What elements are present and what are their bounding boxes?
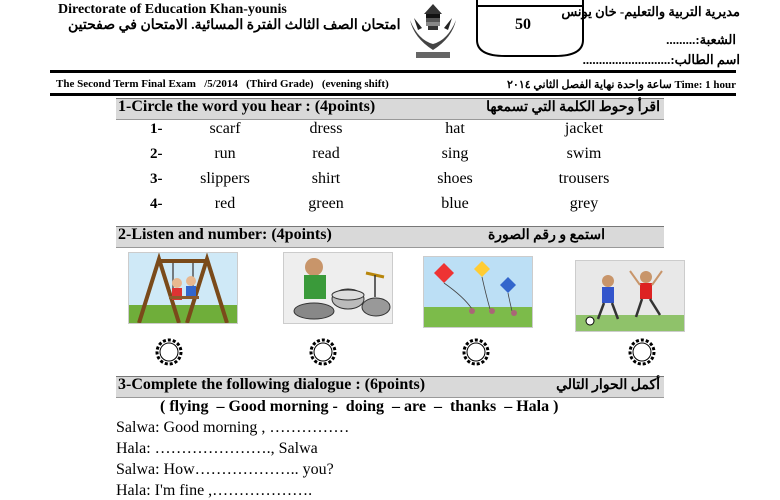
q1-word[interactable]: scarf [209, 120, 241, 137]
q1-word[interactable]: shoes [437, 170, 473, 187]
q1-row-num: 2- [150, 146, 163, 162]
dialogue-line-3[interactable]: Salwa: How……………….. you? [116, 461, 334, 478]
q1-title-ar: اقرأ وحوط الكلمة التي تسمعها [486, 100, 660, 115]
exam-info-row [56, 78, 736, 90]
answer-circle-4[interactable] [625, 335, 659, 369]
q1-row-num: 1- [150, 121, 163, 137]
info-divider [50, 93, 736, 96]
q1-word[interactable]: read [312, 145, 340, 162]
picture-children-on-swing [128, 252, 238, 324]
directorate-title-ar: مديرية التربية والتعليم- خان يونس [561, 4, 740, 19]
answer-circle-3[interactable] [459, 335, 493, 369]
exam-title-ar: امتحان الصف الثالث الفترة المسائية. الامتحان في صفحتين [68, 18, 401, 33]
q3-title: 3-Complete the following dialogue : (6points) [118, 376, 426, 393]
palestinian-authority-emblem [398, 0, 468, 62]
q1-word[interactable]: jacket [564, 120, 604, 137]
dialogue-line-4[interactable]: Hala: I'm fine ,………………. [116, 482, 313, 499]
q2-title: 2-Listen and number: (4points) [118, 226, 332, 243]
q3-title-ar: أكمل الحوار التالي [556, 378, 660, 393]
q1-word[interactable]: grey [569, 195, 599, 212]
dialogue-line-2[interactable]: Hala: …………………., Salwa [116, 440, 318, 457]
q1-word[interactable]: hat [445, 120, 465, 137]
word-bank: ( flying – Good morning - doing – are – thanks – Hala ) [160, 398, 559, 415]
picture-boy-playing-drums [283, 252, 393, 324]
directorate-title-en: Directorate of Education Khan-younis [58, 2, 287, 17]
picture-boys-playing-football [575, 260, 685, 332]
section-label: الشعبة:......... [666, 32, 736, 47]
answer-circle-1[interactable] [152, 335, 186, 369]
header-divider [50, 70, 736, 73]
q1-row-num: 3- [150, 171, 163, 187]
q1-word[interactable]: trousers [558, 170, 610, 187]
exam-info-right: Time: 1 hour ساعة واحدة نهاية الفصل الثاني ٢٠١٤ [507, 79, 736, 91]
q1-row-num: 4- [150, 196, 163, 212]
total-score: 50 [515, 16, 531, 33]
q1-word[interactable]: run [214, 145, 236, 162]
exam-info-left: The Second Term Final Exam /5/2014 (Third Grade) (evening shift) [56, 78, 389, 90]
q1-word[interactable]: red [214, 195, 236, 212]
q2-title-ar: استمع و رقم الصورة [487, 228, 605, 243]
q1-word[interactable]: sing [441, 145, 469, 162]
q1-title: 1-Circle the word you hear : (4points) [118, 98, 376, 115]
answer-circle-2[interactable] [306, 335, 340, 369]
q1-word[interactable]: blue [441, 195, 469, 212]
picture-kids-flying-kites [423, 256, 533, 328]
q1-word[interactable]: shirt [311, 170, 341, 187]
q1-word[interactable]: slippers [200, 170, 250, 187]
q1-word[interactable]: swim [566, 145, 602, 162]
q1-word[interactable]: dress [309, 120, 343, 137]
student-name-label: اسم الطالب:........................... [582, 52, 740, 67]
q1-word[interactable]: green [308, 195, 344, 212]
dialogue-line-1[interactable]: Salwa: Good morning , …………… [116, 419, 350, 436]
